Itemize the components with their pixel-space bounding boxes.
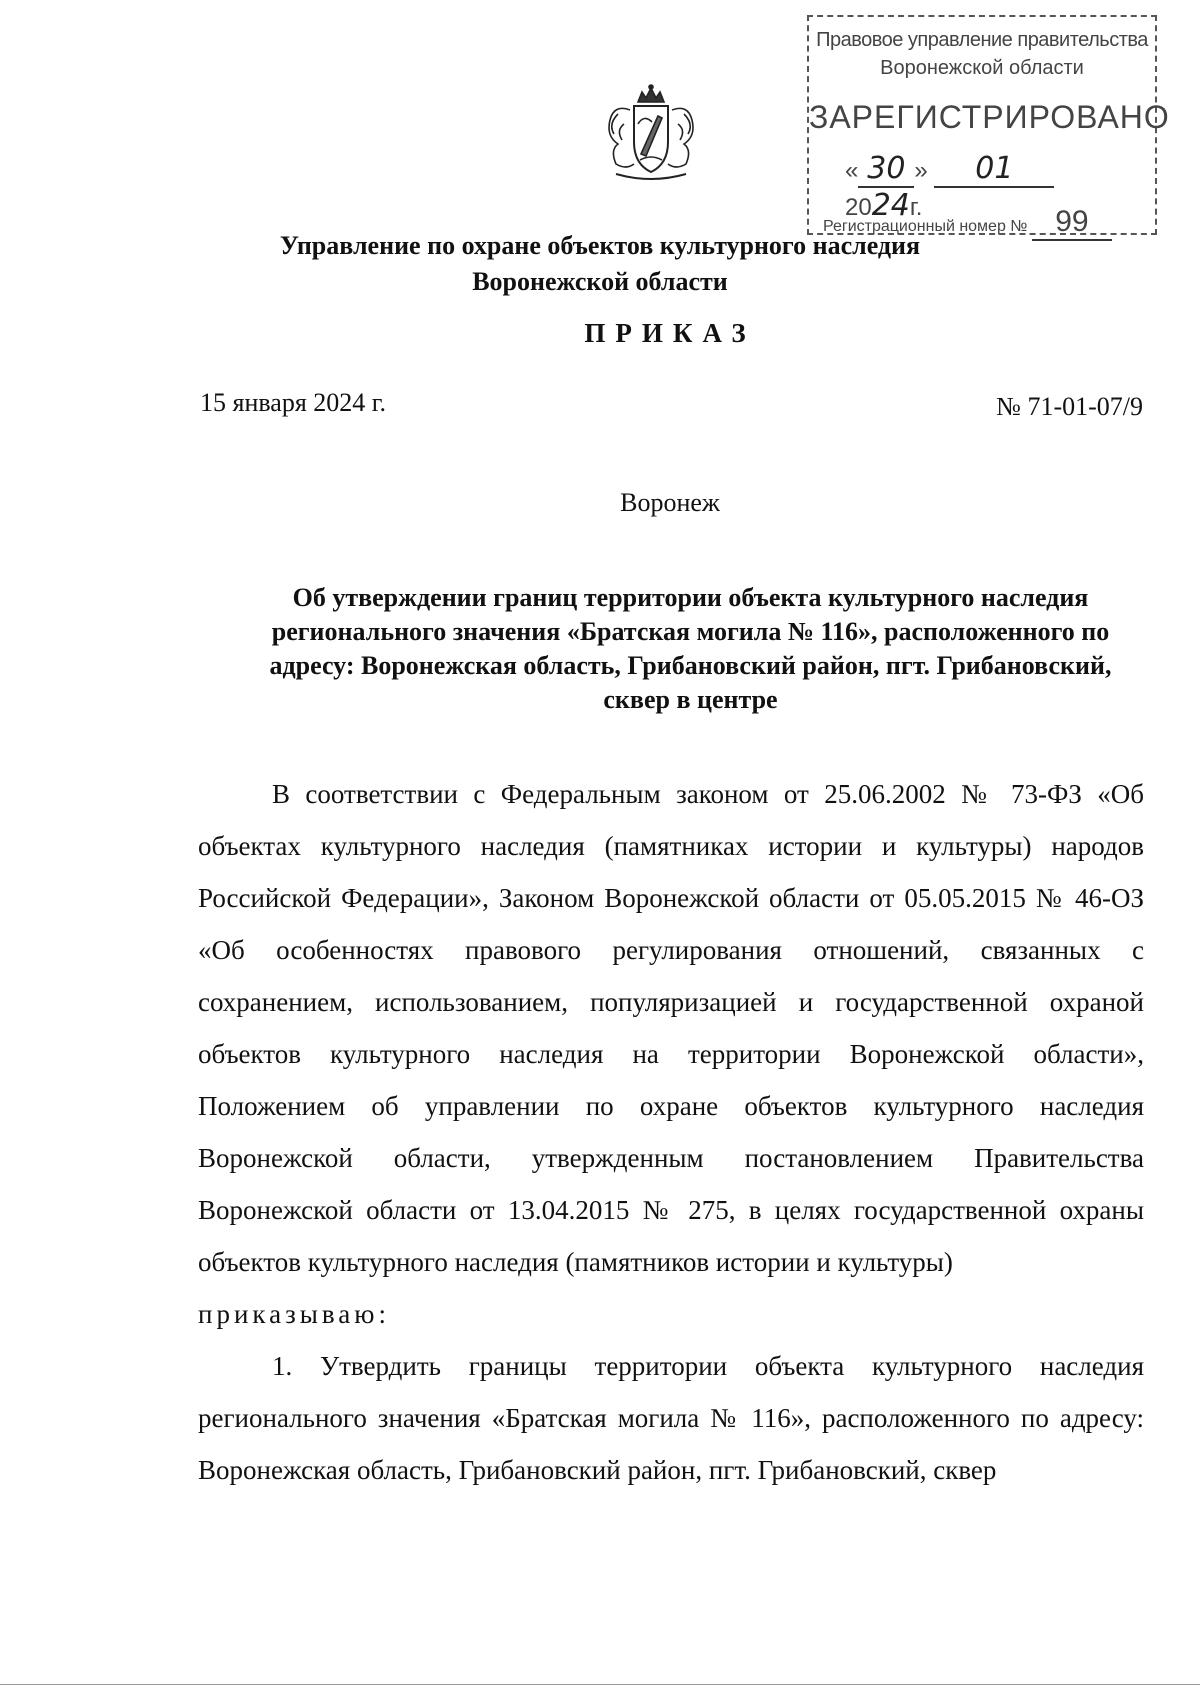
document-city: Воронеж xyxy=(620,488,720,517)
document-number: № 71-01-07/9 xyxy=(996,392,1143,421)
stamp-title: ЗАРЕГИСТРИРОВАНО xyxy=(809,99,1170,135)
stamp-date-month: 01 xyxy=(934,151,1054,188)
document-date: 15 января 2024 г. xyxy=(200,388,387,417)
stamp-date-year-prefix: 20 xyxy=(845,194,872,221)
organization-name-line-1: Управление по охране объектов культурного наследия xyxy=(279,231,921,260)
document-heading: Об утверждении границ территории объекта культурного наследия регионального значения «Братская могила № 116», расположенного по адресу: Воронежская область, Грибановский район, пгт. Грибановский, сквер в центре xyxy=(269,583,1112,714)
stamp-line-1: Правовое управление правительства xyxy=(816,29,1148,51)
stamp-date-year-suffix: г. xyxy=(909,194,923,221)
coat-of-arms-emblem xyxy=(596,84,706,184)
order-word: приказываю: xyxy=(198,1299,390,1329)
document-body xyxy=(198,768,1144,1496)
stamp-date-year: 24 xyxy=(871,188,910,223)
registration-stamp xyxy=(807,15,1170,238)
organization-name-line-2: Воронежской области xyxy=(472,267,728,296)
stamp-reg-value: 99 xyxy=(1032,205,1112,241)
page-bottom-edge xyxy=(0,1684,1200,1685)
stamp-reg-label: Регистрационный номер № xyxy=(823,218,1028,235)
document-type: ПРИКАЗ xyxy=(584,318,756,348)
preamble-paragraph: В соответствии с Федеральным законом от 25.06.2002 № 73-ФЗ «Об объектах культурного наследия (памятниках истории и культуры) народов Российской Федерации», Законом Воронежской области от 05.05.2015 № 46-ОЗ «Об особенностях правового регулирования отношений, связанных с сохранением, использованием, популяризацией и государственной охраной объектов культурного наследия на территории Воронежской области», Положением об управлении по охране объектов культурного наследия Воронежской области, утвержденным постановлением Правительства Воронежской области от 13.04.2015 № 275, в целях государственной охраны объектов культурного наследия (памятников истории и культуры) xyxy=(198,779,1144,1277)
stamp-date: « 30 » 01 2024г. xyxy=(845,151,1135,223)
organization-name xyxy=(0,228,1200,300)
order-item-1: 1. Утвердить границы территории объекта культурного наследия регионального значения «Братская могила № 116», расположенного по адресу: Воронежская область, Грибановский район, пгт. Грибановский, сквер xyxy=(198,1351,1144,1485)
stamp-line-2: Воронежской области xyxy=(880,57,1084,79)
stamp-date-day: 30 xyxy=(858,151,914,188)
